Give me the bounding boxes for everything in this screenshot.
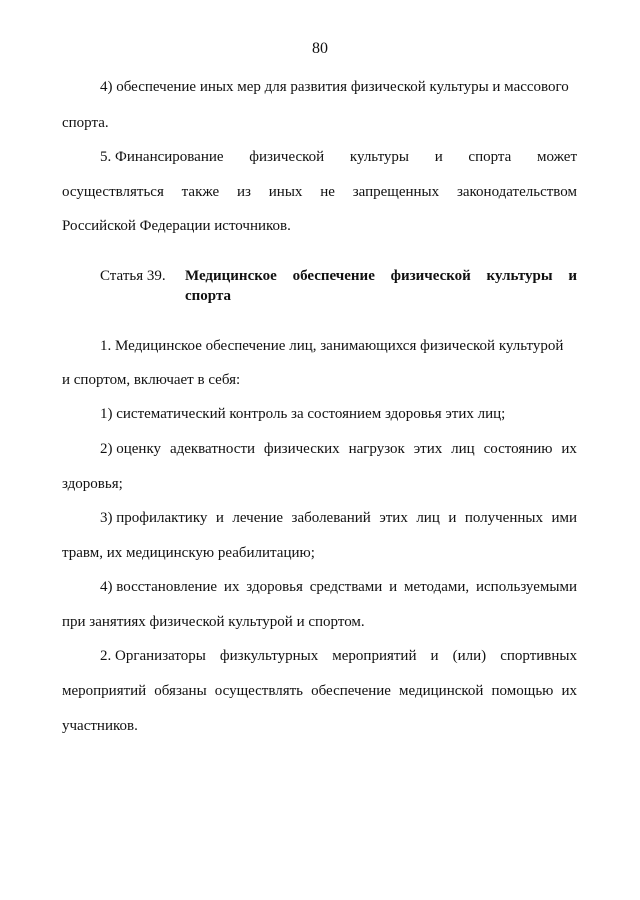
word: Медицинское — [185, 268, 277, 284]
word: их — [561, 683, 577, 699]
page-number: 80 — [312, 40, 328, 57]
word: может — [537, 149, 577, 165]
word: спортивных — [500, 648, 577, 664]
word: 2) оценку — [100, 441, 162, 457]
paragraph-line: 1. Медицинское обеспечение лиц, занимающихся физической культурой — [100, 338, 564, 354]
word: нагрузок — [348, 441, 405, 457]
word: физической — [249, 149, 325, 165]
paragraph-line — [100, 147, 577, 167]
word: и — [430, 648, 439, 664]
paragraph-line: 4) обеспечение иных мер для развития физической культуры и массового — [100, 79, 569, 95]
word: лиц — [416, 510, 440, 526]
word: медицинской — [399, 683, 484, 699]
article-title — [185, 266, 577, 306]
paragraph-line — [100, 577, 577, 597]
paragraph-line: спорта. — [62, 115, 109, 131]
word: физкультурных — [219, 648, 319, 664]
paragraph-line: Российской Федерации источников. — [62, 218, 291, 234]
word: культуры — [349, 149, 410, 165]
article-title-line: спорта — [185, 288, 231, 304]
paragraph-line: участников. — [62, 718, 138, 734]
paragraph-line: и спортом, включает в себя: — [62, 372, 241, 388]
word: мероприятий — [62, 683, 147, 699]
word: из — [237, 184, 251, 200]
word: 4) восстановление — [100, 579, 218, 595]
word: адекватности — [169, 441, 256, 457]
word: лиц — [451, 441, 475, 457]
word: 2. Организаторы — [100, 648, 206, 664]
word: и — [448, 510, 457, 526]
word: методами, — [404, 579, 470, 595]
word: этих — [413, 441, 443, 457]
word: также — [181, 184, 220, 200]
paragraph-line — [100, 439, 577, 459]
word: 5. Финансирование — [100, 149, 224, 165]
article-number: Статья 39. — [100, 268, 166, 284]
word: и — [434, 149, 443, 165]
word: спорта — [468, 149, 512, 165]
paragraph-line: при занятиях физической культурой и спортом. — [62, 614, 365, 630]
word: и — [389, 579, 398, 595]
word: иных — [268, 184, 303, 200]
paragraph-line: здоровья; — [62, 476, 123, 492]
word: состоянию — [483, 441, 553, 457]
word: помощью — [491, 683, 554, 699]
word: законодательством — [456, 184, 577, 200]
paragraph-line: 1) систематический контроль за состоянием здоровья этих лиц; — [100, 406, 506, 422]
word: запрещенных — [352, 184, 440, 200]
word: этих — [379, 510, 408, 526]
word: (или) — [452, 648, 487, 664]
paragraph-line — [62, 681, 577, 701]
word: ими — [551, 510, 577, 526]
word: 3) профилактику — [100, 510, 208, 526]
word: используемыми — [475, 579, 577, 595]
word: не — [320, 184, 335, 200]
paragraph-line — [100, 646, 577, 666]
word: их — [561, 441, 577, 457]
paragraph-line: травм, их медицинскую реабилитацию; — [62, 545, 315, 561]
word: полученных — [464, 510, 543, 526]
word: обеспечение — [292, 268, 375, 284]
word: мероприятий — [332, 648, 417, 664]
word: физической — [390, 268, 471, 284]
word: физических — [263, 441, 340, 457]
word: и — [215, 510, 224, 526]
word: и — [568, 268, 577, 284]
word: лечение — [232, 510, 284, 526]
paragraph-line — [100, 508, 577, 528]
word: их — [223, 579, 240, 595]
word: культуры — [486, 268, 553, 284]
word: осуществлять — [214, 683, 304, 699]
paragraph-line — [62, 182, 577, 202]
word: здоровья — [246, 579, 303, 595]
word: средствами — [309, 579, 383, 595]
word: обеспечение — [311, 683, 391, 699]
word: заболеваний — [291, 510, 371, 526]
word: обязаны — [154, 683, 207, 699]
word: осуществляться — [62, 184, 164, 200]
